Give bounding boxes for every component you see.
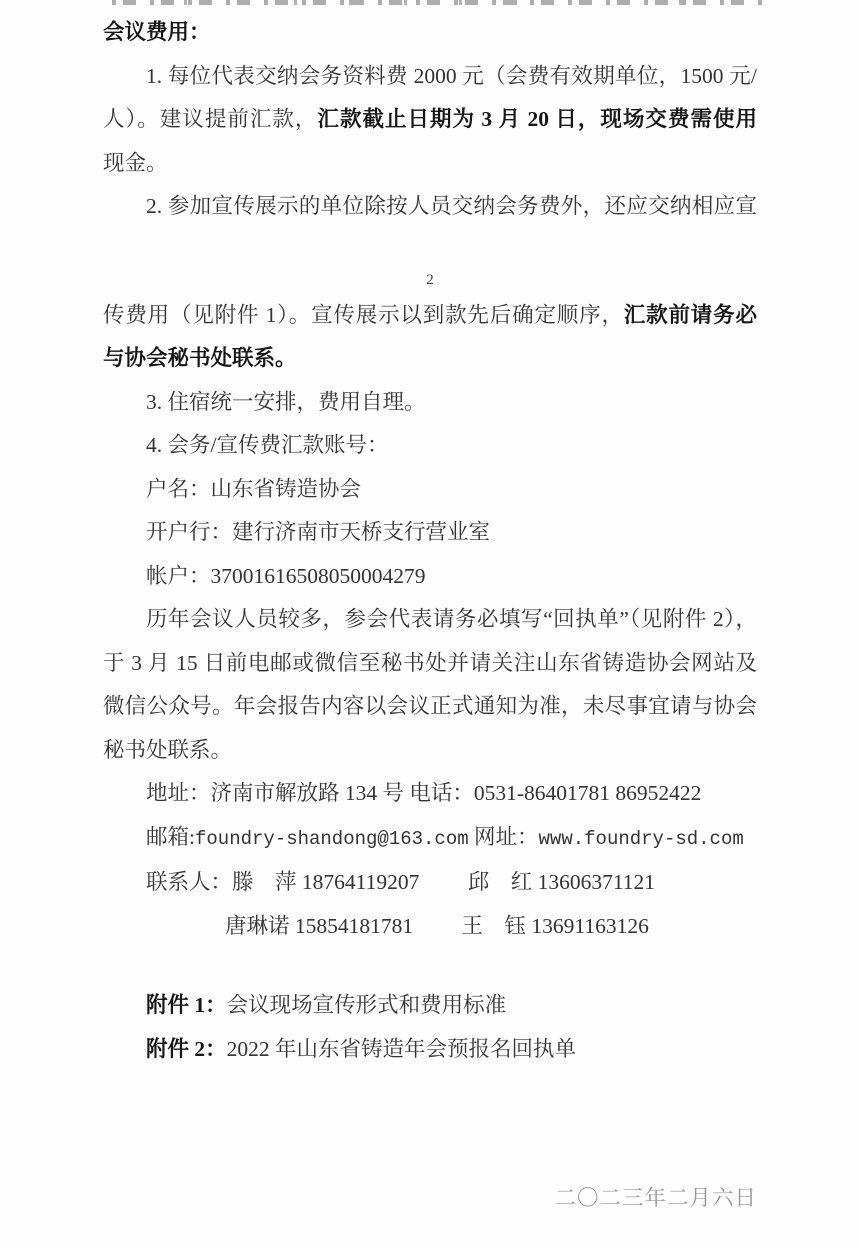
text-run: 会议现场宣传形式和费用标准 <box>226 993 507 1017</box>
fee-item-4 <box>103 424 757 468</box>
text-run: 4. 会务/宣传费汇款账号： <box>146 433 389 457</box>
fee-item-1-line-1 <box>103 55 757 99</box>
notice-line-3 <box>103 685 757 729</box>
text-run: 网址： <box>468 824 539 849</box>
latin-text-run: www.foundry-sd.com <box>538 827 744 850</box>
email-website <box>103 816 757 862</box>
text-run: 帐户：37001616508050004279 <box>146 563 426 588</box>
text-run: 户名：山东省铸造协会 <box>146 476 362 501</box>
account-name <box>103 468 757 512</box>
bold-text-run: 与协会秘书处联系。 <box>103 346 297 370</box>
text-run: 传费用（见附件 1）。宣传展示以到款先后确定顺序， <box>103 302 624 327</box>
contacts-line-1 <box>103 861 757 905</box>
text-run: 秘书处联系。 <box>103 737 233 762</box>
fee-item-3 <box>103 381 757 425</box>
account-number <box>103 555 757 599</box>
fee-item-2-line-3 <box>103 337 757 381</box>
fee-item-1-line-3 <box>103 142 757 186</box>
notice-line-4 <box>103 729 757 773</box>
text-run: 历年会议人员较多，参会代表请务必填写“回执单”（见附件 2）， <box>146 607 757 631</box>
attachment-1 <box>103 984 757 1028</box>
bold-text-run: 附件 2： <box>146 1036 227 1061</box>
bold-text-run: 附件 1： <box>146 993 227 1017</box>
contacts-line-2 <box>103 905 757 949</box>
text-run: 于 3 月 15 日前电邮或微信至秘书处并请关注山东省铸造协会网站及 <box>103 650 757 675</box>
text-run: 联系人：滕 萍 18764119207 邱 红 13606371121 <box>146 870 656 894</box>
document-date: 二〇二三年二月六日 <box>554 1186 757 1210</box>
text-run: 3. 住宿统一安排，费用自理。 <box>146 389 426 414</box>
attachment-2 <box>103 1028 757 1072</box>
page-number-text: 2 <box>426 271 434 288</box>
text-run: 1. 每位代表交纳会务资料费 2000 元（会费有效期单位，1500 元/ <box>146 63 757 88</box>
latin-text-run: foundry-shandong@163.com <box>194 827 469 850</box>
notice-line-2 <box>103 642 757 686</box>
text-run: 邮箱: <box>146 824 195 849</box>
bold-text-run: 会议费用： <box>103 20 211 44</box>
notice-line-1 <box>103 598 757 642</box>
bold-text-run: 汇款前请务必 <box>623 302 757 327</box>
text-run: 2022 年山东省铸造年会预报名回执单 <box>226 1036 577 1061</box>
fee-item-2-line-2 <box>103 294 757 338</box>
text-run: 唐琳诺 15854181781 王 钰 13691163126 <box>225 913 649 938</box>
page-number <box>103 229 757 294</box>
fee-item-2-line-1 <box>103 185 757 229</box>
heading-meeting-fees <box>103 11 757 55</box>
text-run: 开户行：建行济南市天桥支行营业室 <box>146 520 491 544</box>
bank-branch <box>103 511 757 555</box>
text-run: 人）。建议提前汇款， <box>103 107 318 131</box>
address-phone <box>103 772 757 816</box>
text-run: 现金。 <box>103 150 168 175</box>
text-run: 地址：济南市解放路 134 号 电话：0531-86401781 86952422 <box>146 781 702 805</box>
fee-item-1-line-2 <box>103 98 757 142</box>
bold-text-run: 汇款截止日期为 3 月 20 日，现场交费需使用 <box>317 107 757 131</box>
document-body <box>103 0 757 1221</box>
text-run: 2. 参加宣传展示的单位除按人员交纳会务费外，还应交纳相应宣 <box>146 194 757 218</box>
text-run: 微信公众号。年会报告内容以会议正式通知为准，未尽事宜请与协会 <box>103 694 757 718</box>
